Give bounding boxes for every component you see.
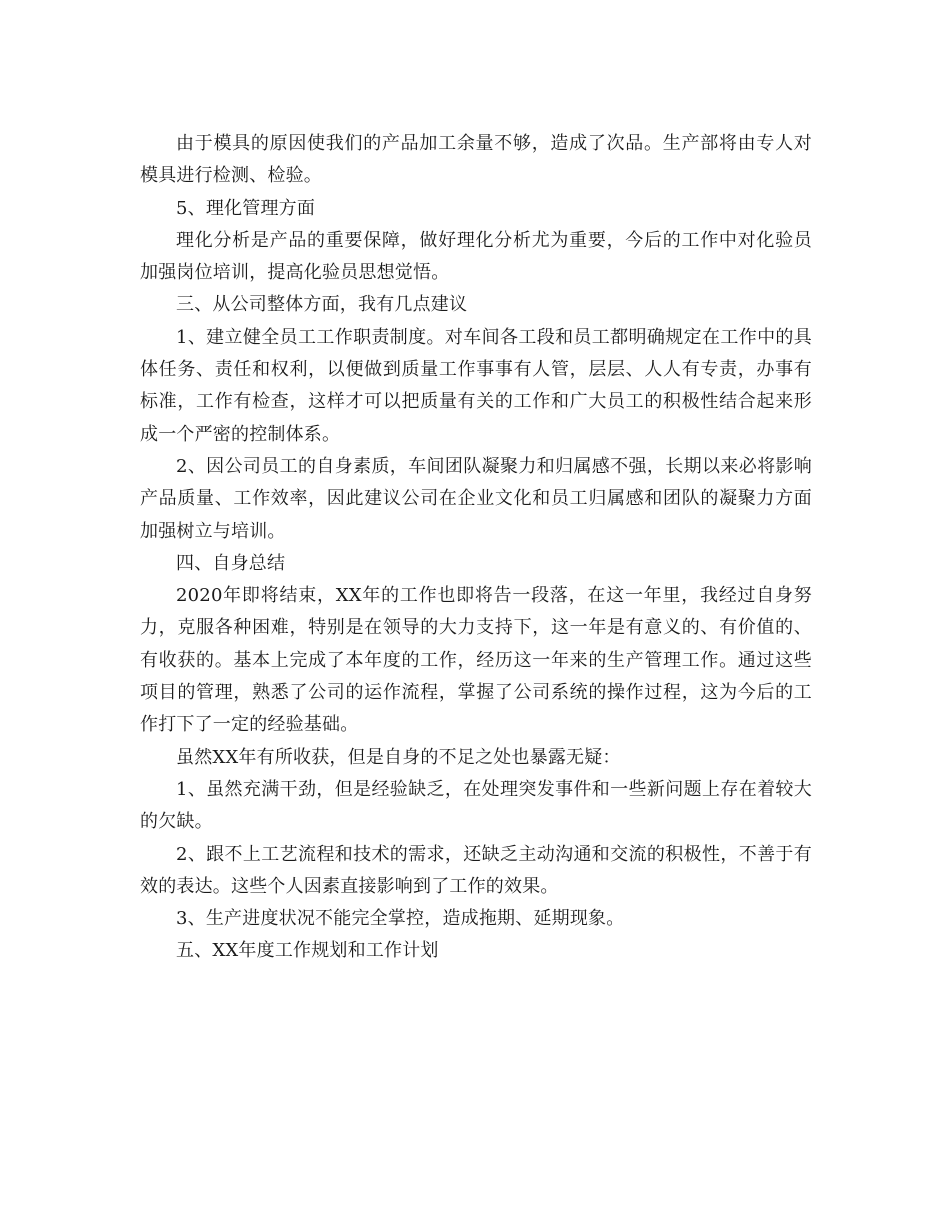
paragraph-year-summary: 2020年即将结束，XX年的工作也即将告一段落，在这一年里，我经过自身努力，克服各种困难，特别是在领导的大力支持下，这一年是有意义的、有价值的、有收获的。基本上完成了本年度的工作，经历这一年来的生产管理工作。通过这些项目的管理，熟悉了公司的运作流程，掌握了公司系统的操作过程，这为今后的工作打下了一定的经验基础。 (140, 585, 812, 736)
heading-self-summary: 四、自身总结 (176, 552, 286, 574)
paragraph-mold-defects: 由于模具的原因使我们的产品加工余量不够，造成了次品。生产部将由专人对模具进行检测、检验。 (140, 133, 812, 187)
paragraph-suggestion-2: 2、因公司员工的自身素质，车间团队凝聚力和归属感不强，长期以来必将影响产品质量、工作效率，因此建议公司在企业文化和员工归属感和团队的凝聚力方面加强树立与培训。 (140, 455, 812, 542)
paragraph-suggestion-1: 1、建立健全员工工作职责制度。对车间各工段和员工都明确规定在工作中的具体任务、责任和权利，以便做到质量工作事事有人管，层层、人人有专责，办事有标准，工作有检查，这样才可以把质量有关的工作和广大员工的积极性结合起来形成一个严密的控制体系。 (140, 326, 812, 445)
heading-company-suggestions: 三、从公司整体方面，我有几点建议 (176, 294, 468, 316)
paragraph-shortcoming-3: 3、生产进度状况不能完全掌控，造成拖期、延期现象。 (176, 908, 625, 930)
paragraph-shortcoming-1: 1、虽然充满干劲，但是经验缺乏，在处理突发事件和一些新问题上存在着较大的欠缺。 (140, 778, 812, 833)
paragraph-physical-chemical-analysis: 理化分析是产品的重要保障，做好理化分析尤为重要，今后的工作中对化验员加强岗位培训，提高化验员思想觉悟。 (140, 229, 812, 284)
paragraph-shortcoming-2: 2、跟不上工艺流程和技术的需求，还缺乏主动沟通和交流的积极性，不善于有效的表达。这些个人因素直接影响到了工作的效果。 (140, 843, 812, 897)
paragraph-shortcomings-intro: 虽然XX年有所收获，但是自身的不足之处也暴露无疑： (176, 746, 621, 768)
document-body (140, 128, 812, 968)
heading-work-plan: 五、XX年度工作规划和工作计划 (176, 940, 439, 962)
heading-physical-chemical-management: 5、理化管理方面 (176, 197, 316, 219)
